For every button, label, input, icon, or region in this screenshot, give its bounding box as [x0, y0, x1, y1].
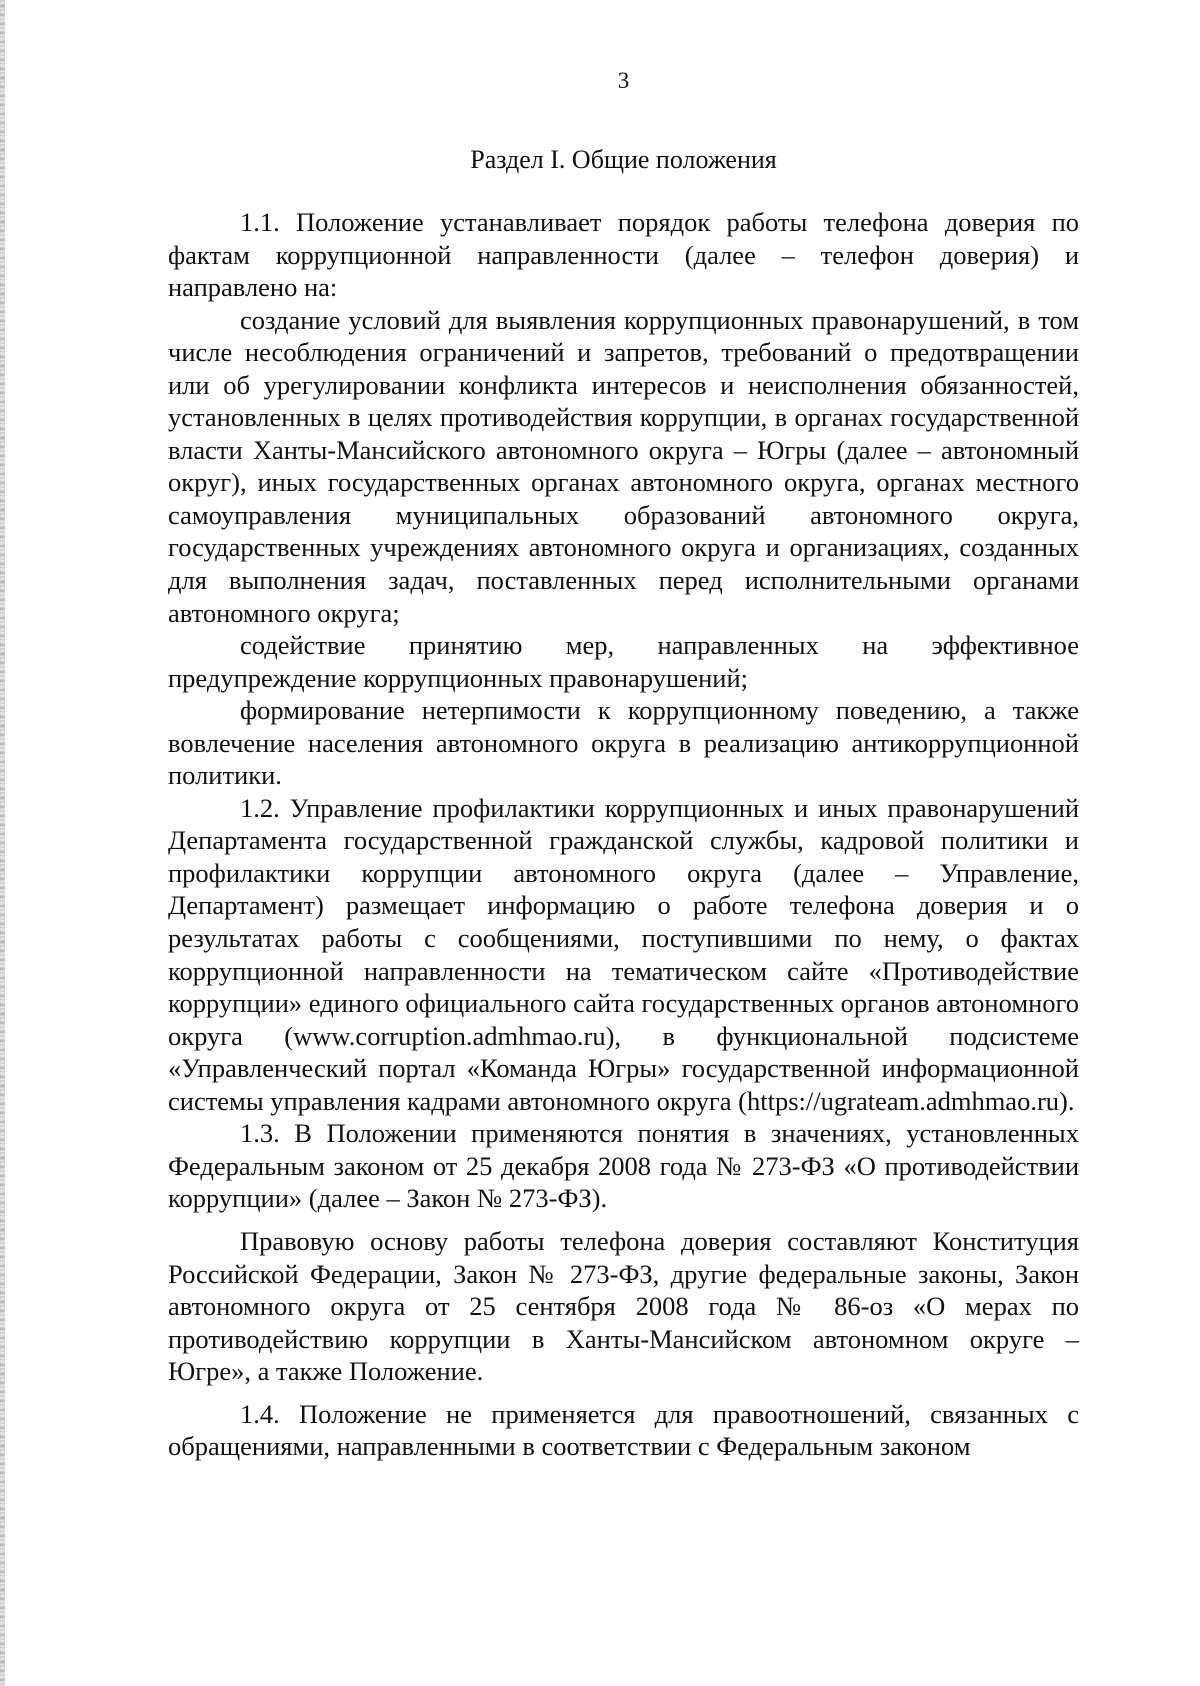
- paragraph-1-2: 1.2. Управление профилактики коррупционных и иных правонарушений Департамента государственной гражданской службы, кадровой политики и профилактики коррупции автономного округа (далее – Управление, Департамент) размещает информацию о работе телефона доверия и о результатах работы с сообщениями, поступившими по нему, о фактах коррупционной направленности на тематическом сайте «Противодействие коррупции» единого официального сайта государственных органов автономного округа (www.corruption.admhmao.ru), в функциональной подсистеме «Управленческий портал «Команда Югры» государственной информационной системы управления кадрами автономного округа (https://ugrateam.admhmao.ru).: [168, 792, 1079, 1116]
- paragraph-intolerance: формирование нетерпимости к коррупционному поведению, а также вовлечение населения автономного округа в реализацию антикоррупционной политики.: [168, 695, 1079, 791]
- section-title: Раздел I. Общие положения: [470, 145, 777, 174]
- paragraph-assistance: содействие принятию мер, направленных на эффективное предупреждение коррупционных правонарушений;: [168, 630, 1079, 693]
- paragraph-1-4: 1.4. Положение не применяется для правоотношений, связанных с обращениями, направленными в соответствии с Федеральным законом: [168, 1398, 1079, 1462]
- paragraph-conditions: создание условий для выявления коррупционных правонарушений, в том числе несоблюдения ограничений и запретов, требований о предотвращении или об урегулировании конфликта интересов и неисполнения обязанностей, установленных в целях противодействия коррупции, в органах государственной власти Ханты-Мансийского автономного округа – Югры (далее – автономный округ), иных государственных органах автономного округа, органах местного самоуправления муниципальных образований автономного округа, государственных учреждениях автономного округа и организациях, созданных для выполнения задач, поставленных перед исполнительными органами автономного округа;: [168, 304, 1079, 628]
- paragraph-legal-basis: Правовую основу работы телефона доверия составляют Конституция Российской Федерации, Закон № 273-ФЗ, другие федеральные законы, Закон автономного округа от 25 сентября 2008 года № 86-оз «О мерах по противодействию коррупции в Ханты-Мансийском автономном округе – Югре», а также Положение.: [168, 1225, 1079, 1387]
- paragraph-1-1: 1.1. Положение устанавливает порядок работы телефона доверия по фактам коррупционной направленности (далее – телефон доверия) и направлено на:: [168, 207, 1079, 303]
- paragraph-1-3: 1.3. В Положении применяются понятия в значениях, установленных Федеральным законом от 25 декабря 2008 года № 273-ФЗ «О противодействии коррупции» (далее – Закон № 273-ФЗ).: [168, 1118, 1079, 1214]
- scan-edge: [0, 0, 5, 1686]
- page-number: 3: [617, 68, 630, 93]
- document-body: [168, 206, 1079, 1463]
